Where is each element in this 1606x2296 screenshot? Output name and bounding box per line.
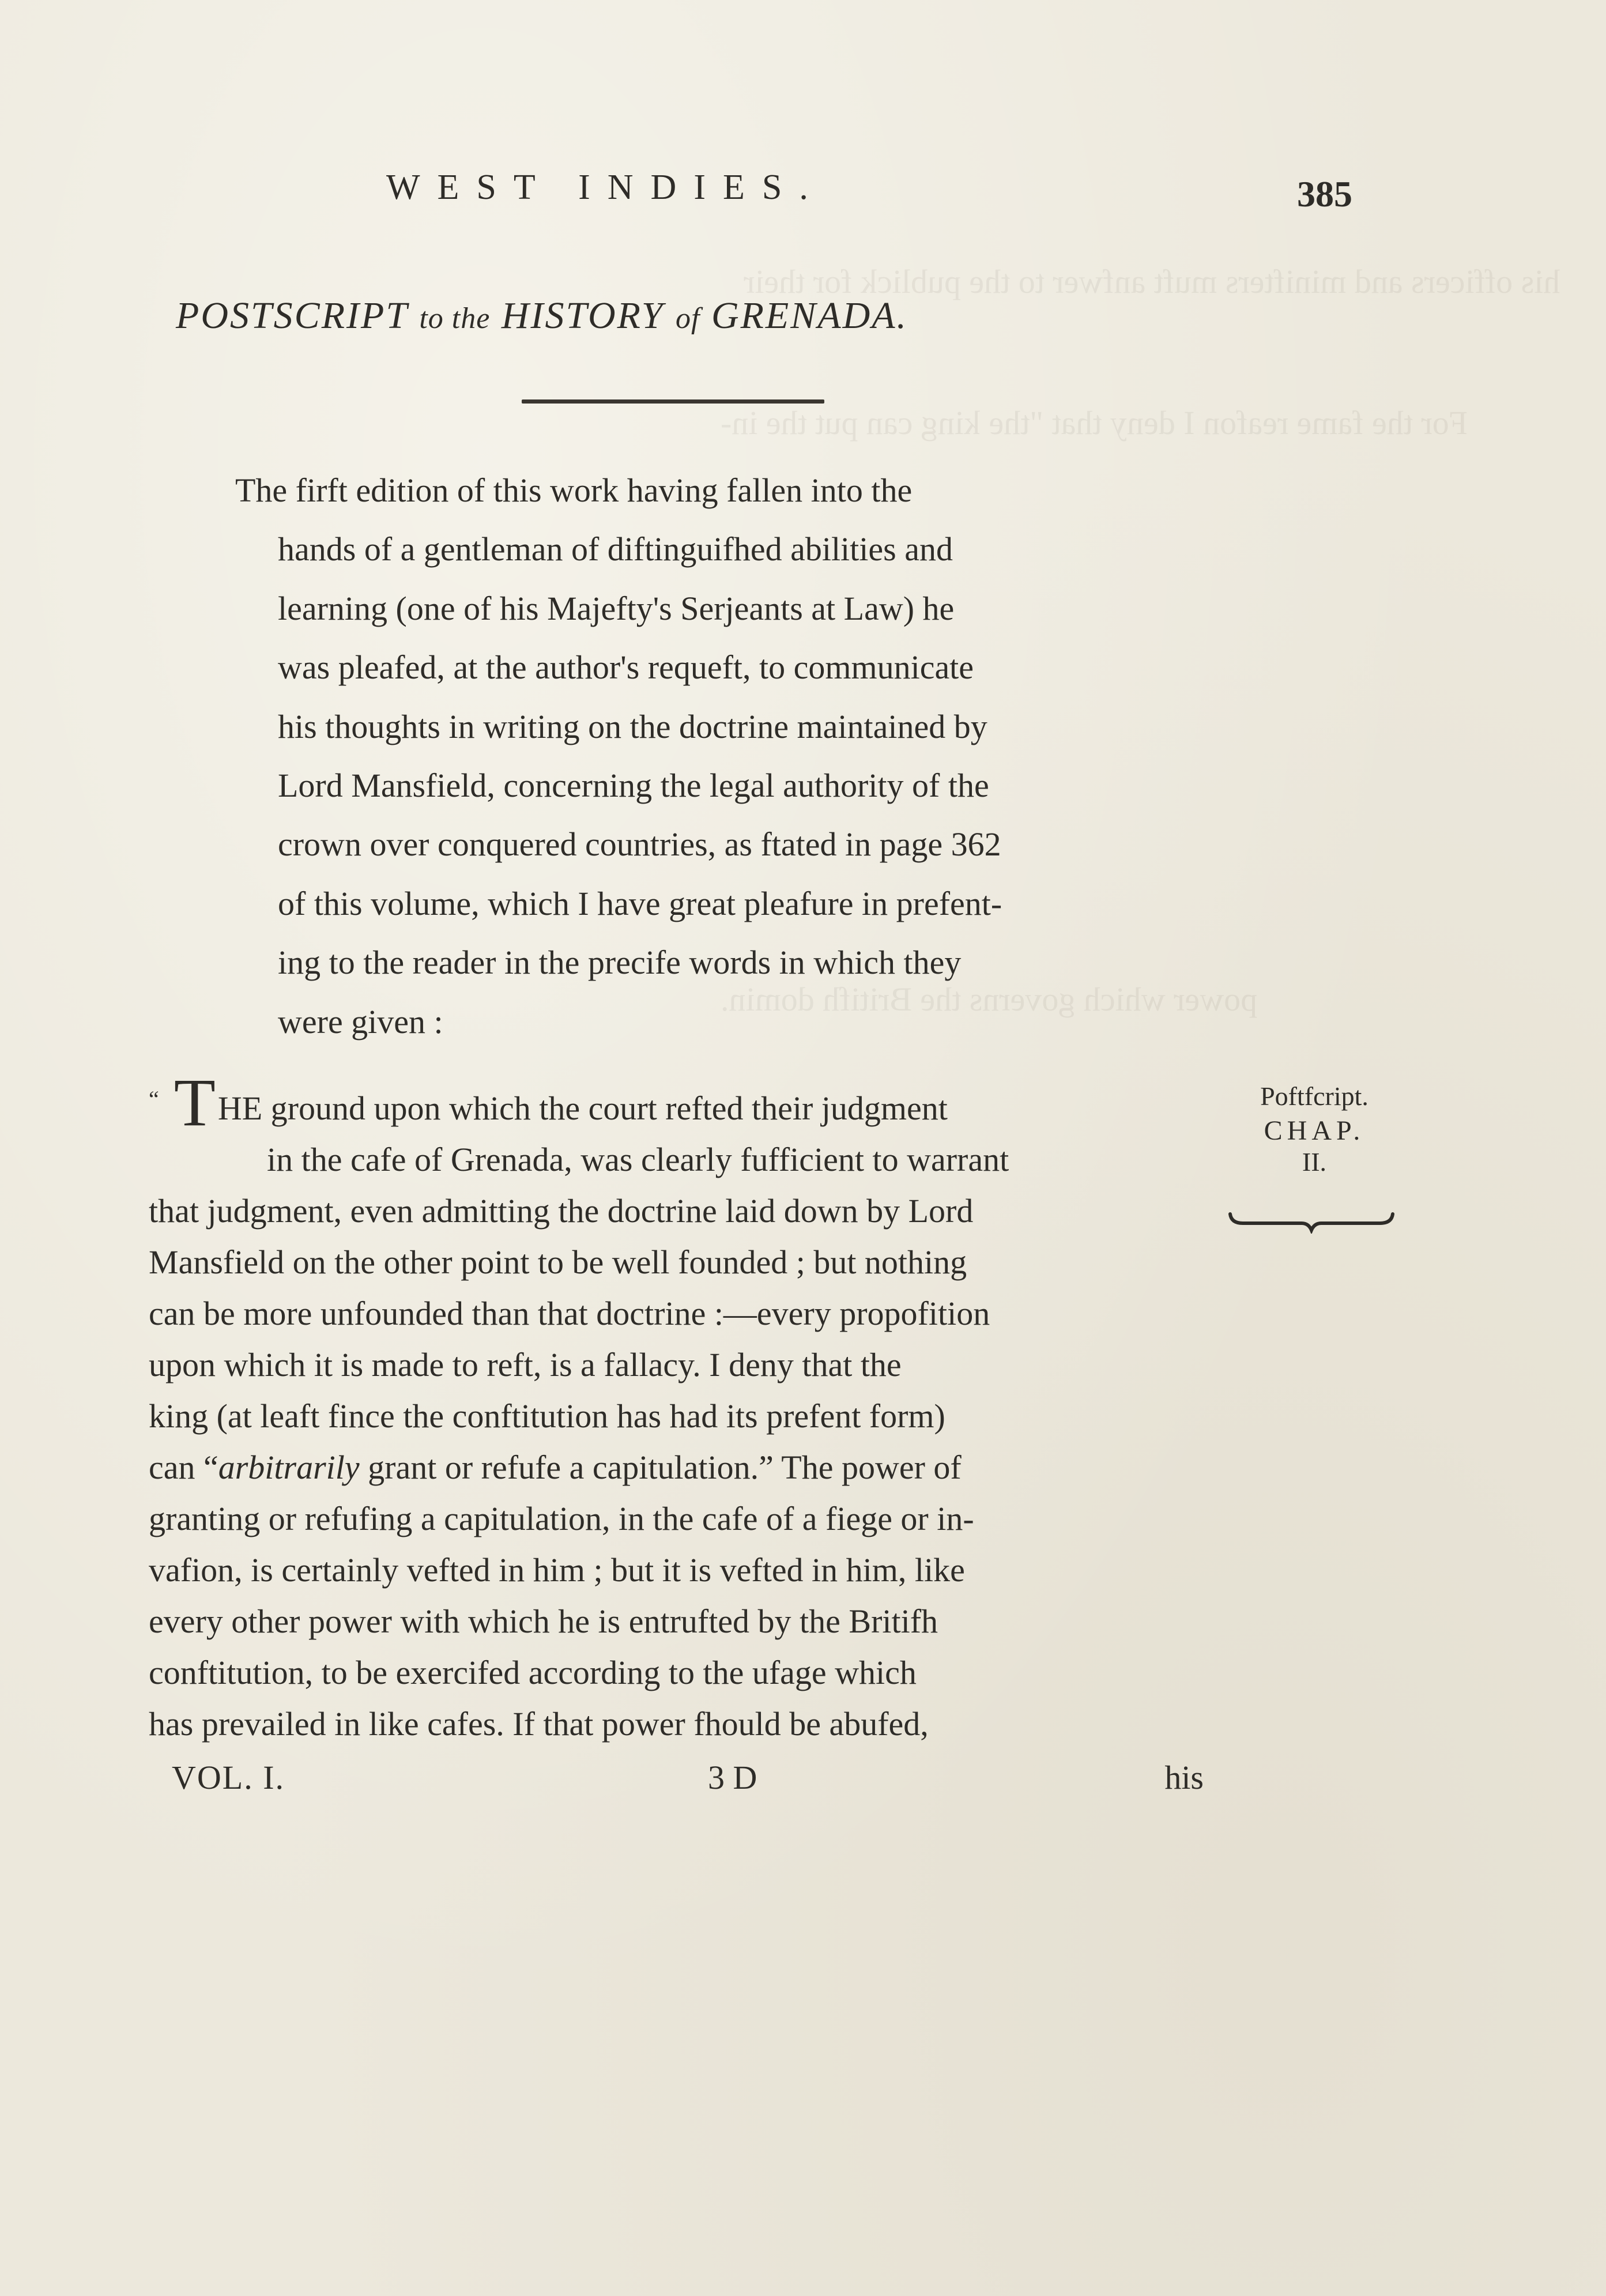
title-grenada: GRENADA.: [711, 295, 908, 337]
margin-brace-icon: [1228, 1211, 1395, 1234]
intro-line: crown over conquered countries, as ftated in page 362: [278, 825, 1001, 864]
intro-line: learning (one of his Majefty's Serjeants at Law) he: [278, 589, 955, 627]
quote-line: upon which it is made to reft, is a fallacy. I deny that the: [149, 1346, 902, 1383]
margin-note: [1222, 1081, 1407, 1177]
margin-note-chap: CHAP.: [1264, 1115, 1365, 1146]
intro-line: were given :: [278, 1002, 443, 1040]
drop-cap: T: [174, 1065, 216, 1140]
title-history: HISTORY: [501, 295, 665, 337]
page-number: 385: [1297, 174, 1352, 214]
intro-line: his thoughts in writing on the doctrine maintained by: [278, 707, 987, 745]
quote-line: vafion, is certainly vefted in him ; but it is vefted in him, like: [149, 1551, 965, 1589]
quote-line: every other power with which he is entrufted by the Britifh: [149, 1603, 938, 1640]
intro-line: was pleafed, at the author's requeft, to communicate: [278, 649, 974, 687]
catchword: his: [1164, 1759, 1204, 1796]
running-head: WEST INDIES.: [386, 168, 825, 207]
quote-line-8b: grant or refufe a capitulation.” The power of: [359, 1449, 962, 1486]
quote-line: that judgment, even admitting the doctrine laid down by Lord: [149, 1192, 974, 1230]
show-through-text: his officers and minifters muft anfwer to the publick for their: [744, 263, 1560, 300]
intro-line: Lord Mansfield, concerning the legal authority of the: [278, 767, 989, 805]
quote-line: king (at leaft fince the conftitution has had its prefent form): [149, 1397, 945, 1435]
title-to-the: to the: [419, 302, 491, 335]
volume-marker: VOL. I.: [172, 1759, 285, 1796]
section-title: [176, 294, 908, 338]
quoted-opinion: [149, 1065, 1204, 1750]
show-through-text: power which governs the Britifh domin.: [721, 981, 1258, 1018]
title-of: of: [675, 302, 700, 335]
title-postscript: POSTSCRIPT: [176, 295, 408, 337]
quote-line: Mansfield on the other point to be well founded ; but nothing: [149, 1243, 967, 1281]
quote-line-1-text: HE ground upon which the court refted their judgment: [217, 1089, 948, 1127]
signature-mark: 3 D: [708, 1759, 757, 1796]
page-footer: [172, 1758, 1204, 1804]
intro-paragraph: [235, 461, 1204, 1051]
quote-line: conftitution, to be exercifed according to the ufage which: [149, 1654, 917, 1691]
title-rule: [522, 399, 824, 404]
quote-line: has prevailed in like cafes. If that power fhould be abufed,: [149, 1705, 929, 1743]
quote-line: [149, 1442, 1204, 1493]
italic-arbitrarily: arbitrarily: [218, 1449, 360, 1486]
intro-line: hands of a gentleman of diftinguifhed abilities and: [278, 530, 953, 568]
quote-line: granting or refufing a capitulation, in the cafe of a fiege or in-: [149, 1500, 974, 1537]
show-through-text: For the fame reafon I deny that "the king can put the in-: [721, 404, 1468, 442]
quote-line: [149, 1065, 1204, 1140]
intro-line: ing to the reader in the precife words in which they: [278, 944, 962, 982]
margin-note-label: Poftfcript.: [1260, 1081, 1369, 1111]
opening-quote-mark: “: [149, 1086, 159, 1112]
quote-line-8a: can “: [149, 1449, 218, 1486]
quote-line: can be more unfounded than that doctrine :—every propofition: [149, 1295, 990, 1332]
margin-note-number: II.: [1302, 1147, 1327, 1177]
intro-line: of this volume, which I have great pleafure in prefent-: [278, 884, 1002, 922]
quote-line: in the cafe of Grenada, was clearly fufficient to warrant: [267, 1141, 1009, 1178]
intro-line: The firft edition of this work having fallen into the: [235, 472, 913, 509]
